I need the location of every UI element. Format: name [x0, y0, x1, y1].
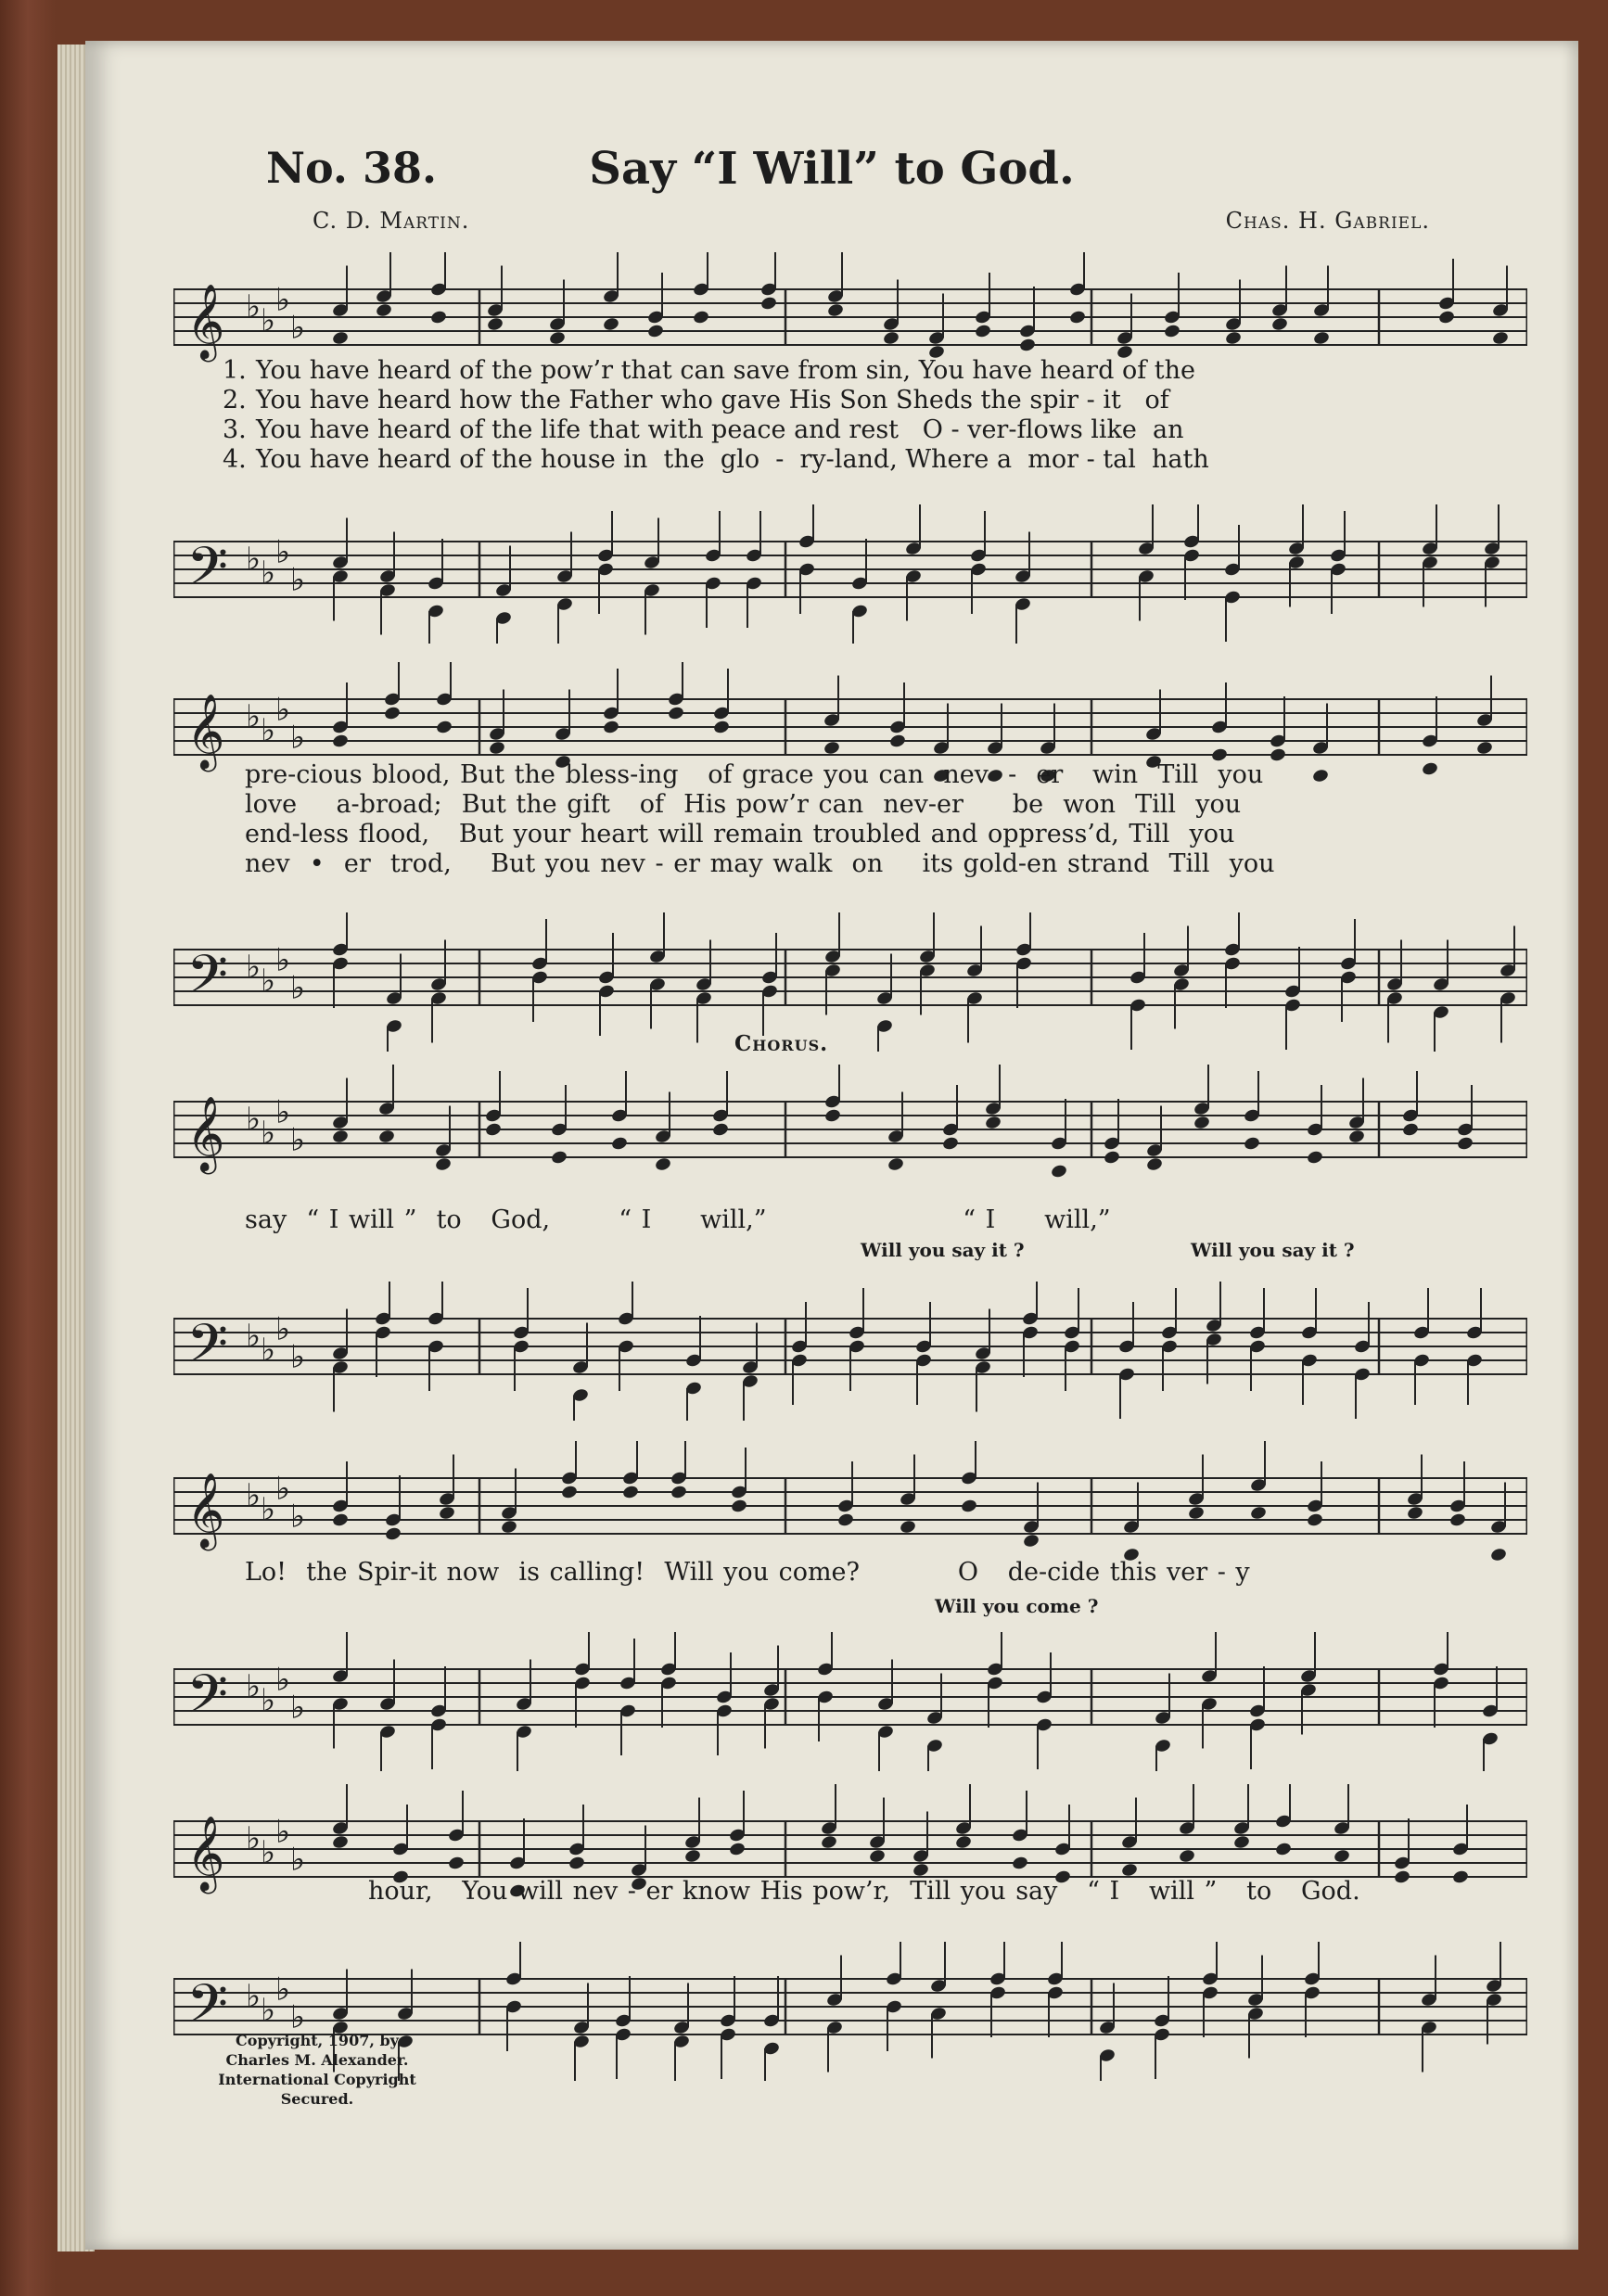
svg-text:♭: ♭: [246, 1101, 262, 1138]
svg-text:♭: ♭: [275, 1470, 291, 1508]
bass-staff: [173, 912, 1527, 1052]
svg-text:♭: ♭: [275, 1093, 291, 1131]
svg-text:𝄞: 𝄞: [186, 1815, 225, 1891]
lyric-line: say “ I will ” to God, “ I will,” “ I will,”: [245, 1205, 1111, 1234]
svg-text:𝄞: 𝄞: [186, 1472, 225, 1548]
chorus-label: Chorus.: [734, 1031, 829, 1056]
bass-staff: [173, 1632, 1527, 1771]
hymnal-page: [85, 41, 1578, 2250]
svg-text:♭: ♭: [275, 691, 291, 729]
lyric-line: hour, You will nev - er know His pow’r, Till you say “ I will ” to God.: [368, 1877, 1360, 1906]
lyric-line: love a-broad; But the gift of His pow’r can nev-er be won Till you: [245, 790, 1242, 819]
svg-text:𝄢: 𝄢: [186, 943, 229, 1019]
svg-text:♭: ♭: [290, 1998, 306, 2036]
svg-text:♭: ♭: [261, 712, 276, 749]
svg-text:♭: ♭: [246, 1668, 262, 1705]
echo-text: Will you say it ?: [1191, 1239, 1355, 1261]
lyric-line: nev • er trod, But you nev - er may walk on its gold-en strand Till you: [245, 849, 1275, 878]
svg-text:♭: ♭: [246, 698, 262, 735]
svg-text:♭: ♭: [246, 288, 262, 325]
svg-text:♭: ♭: [275, 1661, 291, 1699]
svg-text:♭: ♭: [246, 1820, 262, 1857]
svg-text:♭: ♭: [275, 1971, 291, 2009]
svg-text:♭: ♭: [246, 1978, 262, 2015]
svg-text:♭: ♭: [290, 1841, 306, 1879]
svg-text:♭: ♭: [290, 1121, 306, 1159]
svg-text:♭: ♭: [275, 1813, 291, 1851]
svg-text:♭: ♭: [261, 1992, 276, 2029]
lyric-line: pre-cious blood, But the bless-ing of grace you can nev - er win Till you: [245, 760, 1264, 789]
copyright-notice: Copyright, 1907, by Charles M. Alexander. International Copyright Secured.: [218, 2032, 416, 2108]
echo-text: Will you come ?: [935, 1595, 1099, 1617]
svg-text:𝄢: 𝄢: [186, 535, 229, 611]
svg-text:♭: ♭: [261, 1682, 276, 1719]
svg-text:𝄢: 𝄢: [186, 1663, 229, 1739]
echo-text: Will you say it ?: [861, 1239, 1025, 1261]
hymn-number: No. 38.: [266, 143, 437, 193]
svg-text:♭: ♭: [261, 302, 276, 339]
svg-text:𝄞: 𝄞: [186, 693, 225, 769]
svg-text:♭: ♭: [290, 1338, 306, 1376]
verse-line: 1. You have heard of the pow’r that can save from sin, You have heard of the: [223, 356, 1196, 385]
lyric-line: Lo! the Spir-it now is calling! Will you come? O de-cide this ver - y: [245, 1558, 1250, 1587]
bass-staff: [173, 1282, 1527, 1421]
svg-text:𝄞: 𝄞: [186, 283, 225, 359]
hymn-title: Say “I Will” to God.: [589, 143, 1075, 195]
svg-text:♭: ♭: [261, 1332, 276, 1369]
svg-text:𝄞: 𝄞: [186, 1095, 225, 1171]
svg-text:♭: ♭: [290, 309, 306, 347]
svg-text:♭: ♭: [246, 949, 262, 986]
author-credit: C. D. Martin.: [313, 208, 470, 234]
svg-text:♭: ♭: [261, 1491, 276, 1528]
svg-text:♭: ♭: [275, 1310, 291, 1348]
svg-text:♭: ♭: [290, 1689, 306, 1727]
svg-text:♭: ♭: [261, 555, 276, 592]
svg-text:♭: ♭: [261, 1115, 276, 1152]
bass-staff: [173, 504, 1527, 644]
svg-text:♭: ♭: [290, 561, 306, 599]
verse-line: 2. You have heard how the Father who gave His Son Sheds the spir - it of: [223, 386, 1169, 415]
svg-text:♭: ♭: [261, 963, 276, 1000]
composer-credit: Chas. H. Gabriel.: [1225, 208, 1430, 234]
verse-line: 3. You have heard of the life that with peace and rest O - ver-flows like an: [223, 415, 1184, 444]
svg-text:♭: ♭: [275, 941, 291, 979]
svg-text:♭: ♭: [290, 969, 306, 1007]
svg-text:♭: ♭: [246, 541, 262, 578]
svg-text:♭: ♭: [246, 1318, 262, 1355]
lyric-line: end-less flood, But your heart will remain troubled and oppress’d, Till you: [245, 820, 1235, 848]
treble-staff: [173, 1065, 1527, 1204]
svg-text:♭: ♭: [290, 719, 306, 757]
svg-text:♭: ♭: [290, 1498, 306, 1536]
verse-line: 4. You have heard of the house in the glo - ry-land, Where a mor - tal hath: [223, 445, 1209, 474]
svg-text:♭: ♭: [261, 1834, 276, 1871]
svg-text:♭: ♭: [275, 533, 291, 571]
svg-text:♭: ♭: [275, 281, 291, 319]
svg-text:𝄢: 𝄢: [186, 1972, 229, 2048]
svg-text:𝄢: 𝄢: [186, 1312, 229, 1388]
svg-text:♭: ♭: [246, 1477, 262, 1514]
